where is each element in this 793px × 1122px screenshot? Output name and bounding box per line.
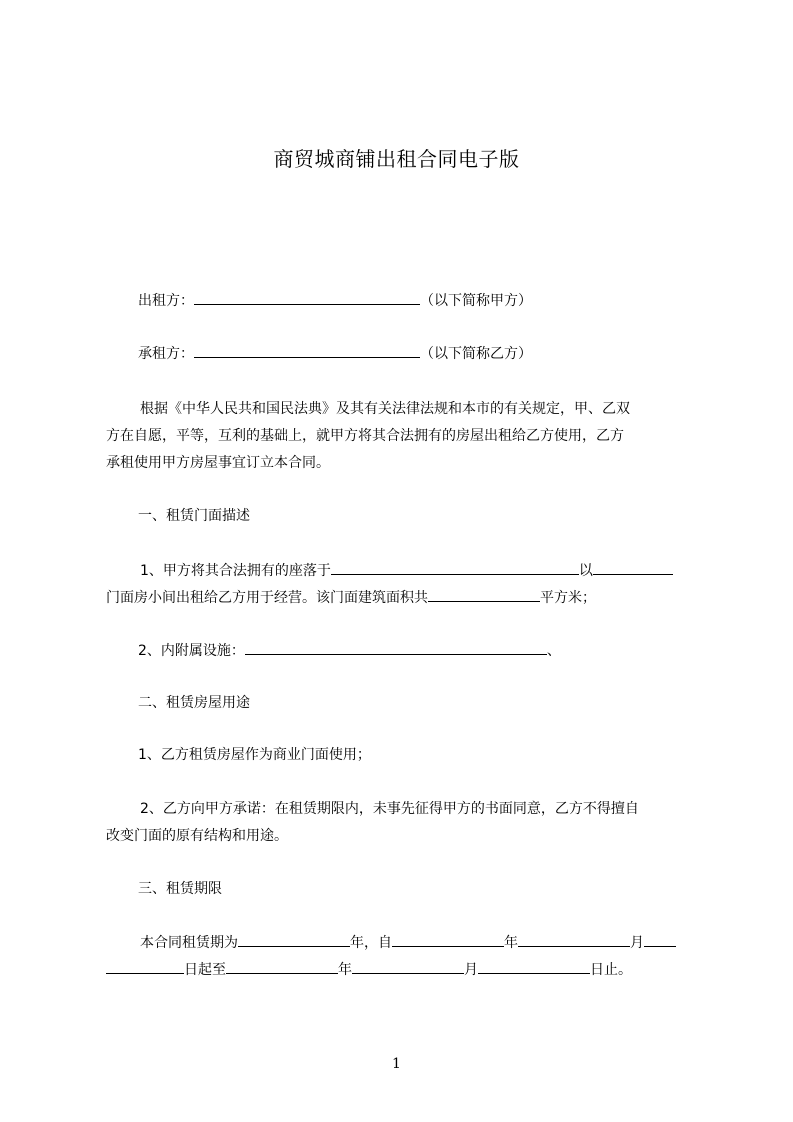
s1-item1-text-d: 平方米； bbox=[540, 590, 596, 606]
s3-text-c: 年 bbox=[504, 935, 518, 951]
end-day-blank[interactable] bbox=[478, 959, 590, 974]
facilities-blank[interactable] bbox=[245, 640, 547, 655]
start-month-blank[interactable] bbox=[518, 932, 630, 947]
lessee-suffix: （以下简称乙方） bbox=[420, 346, 532, 362]
s3-text-h: 日止。 bbox=[590, 962, 632, 978]
s3-text-e: 日起至 bbox=[184, 962, 226, 978]
section-2-heading: 二、租赁房屋用途 bbox=[138, 695, 250, 711]
s3-text-a: 本合同租赁期为 bbox=[140, 935, 238, 951]
preamble-line-1: 根据《中华人民共和国民法典》及其有关法律法规和本市的有关规定，甲、乙双 bbox=[140, 401, 630, 417]
preamble-line-3: 承租使用甲方房屋事宜订立本合同。 bbox=[106, 455, 330, 471]
s3-text-d: 月 bbox=[630, 935, 644, 951]
section-3-term-line-1 bbox=[140, 932, 676, 953]
s1-item2-text-a: 2、内附属设施： bbox=[138, 643, 245, 659]
section-1-item-1-line-1 bbox=[140, 560, 673, 581]
lessee-name-blank[interactable] bbox=[194, 343, 420, 358]
section-2-item-2-line-2: 改变门面的原有结构和用途。 bbox=[106, 828, 288, 844]
location-blank[interactable] bbox=[331, 560, 579, 575]
s3-text-b: 年，自 bbox=[350, 935, 392, 951]
start-year-blank[interactable] bbox=[392, 932, 504, 947]
section-1-heading: 一、租赁门面描述 bbox=[138, 508, 250, 524]
section-2-item-1: 1、乙方租赁房屋作为商业门面使用； bbox=[138, 747, 371, 763]
lessor-line bbox=[138, 290, 532, 311]
section-1-item-1-line-2 bbox=[106, 587, 596, 608]
document-title: 商贸城商铺出租合同电子版 bbox=[273, 147, 520, 171]
section-3-term-line-2 bbox=[106, 959, 632, 980]
lessor-label: 出租方： bbox=[138, 293, 194, 309]
end-month-blank[interactable] bbox=[352, 959, 464, 974]
lessee-line bbox=[138, 343, 532, 364]
s1-item1-text-a: 1、甲方将其合法拥有的座落于 bbox=[140, 563, 331, 579]
s1-item1-text-b: 以 bbox=[578, 563, 593, 579]
term-years-blank[interactable] bbox=[238, 932, 350, 947]
section-3-heading: 三、租赁期限 bbox=[138, 881, 222, 897]
s3-text-g: 月 bbox=[464, 962, 478, 978]
start-day-blank-a[interactable] bbox=[644, 932, 676, 947]
page-number: 1 bbox=[392, 1056, 401, 1072]
location-extra-blank[interactable] bbox=[593, 560, 673, 575]
lessee-label: 承租方： bbox=[138, 346, 194, 362]
section-1-item-2 bbox=[138, 640, 561, 661]
s3-text-f: 年 bbox=[338, 962, 352, 978]
end-year-blank[interactable] bbox=[226, 959, 338, 974]
s1-item1-text-c: 门面房小间出租给乙方用于经营。该门面建筑面积共 bbox=[106, 590, 428, 606]
preamble-line-2: 方在自愿，平等，互利的基础上，就甲方将其合法拥有的房屋出租给乙方使用，乙方 bbox=[106, 428, 624, 444]
lessor-name-blank[interactable] bbox=[194, 290, 420, 305]
section-2-item-2-line-1: 2、乙方向甲方承诺：在租赁期限内，未事先征得甲方的书面同意，乙方不得擅自 bbox=[140, 801, 639, 817]
s1-item2-text-b: 、 bbox=[546, 643, 561, 659]
lessor-suffix: （以下简称甲方） bbox=[420, 293, 532, 309]
start-day-blank-b[interactable] bbox=[106, 959, 184, 974]
area-blank[interactable] bbox=[428, 587, 540, 602]
